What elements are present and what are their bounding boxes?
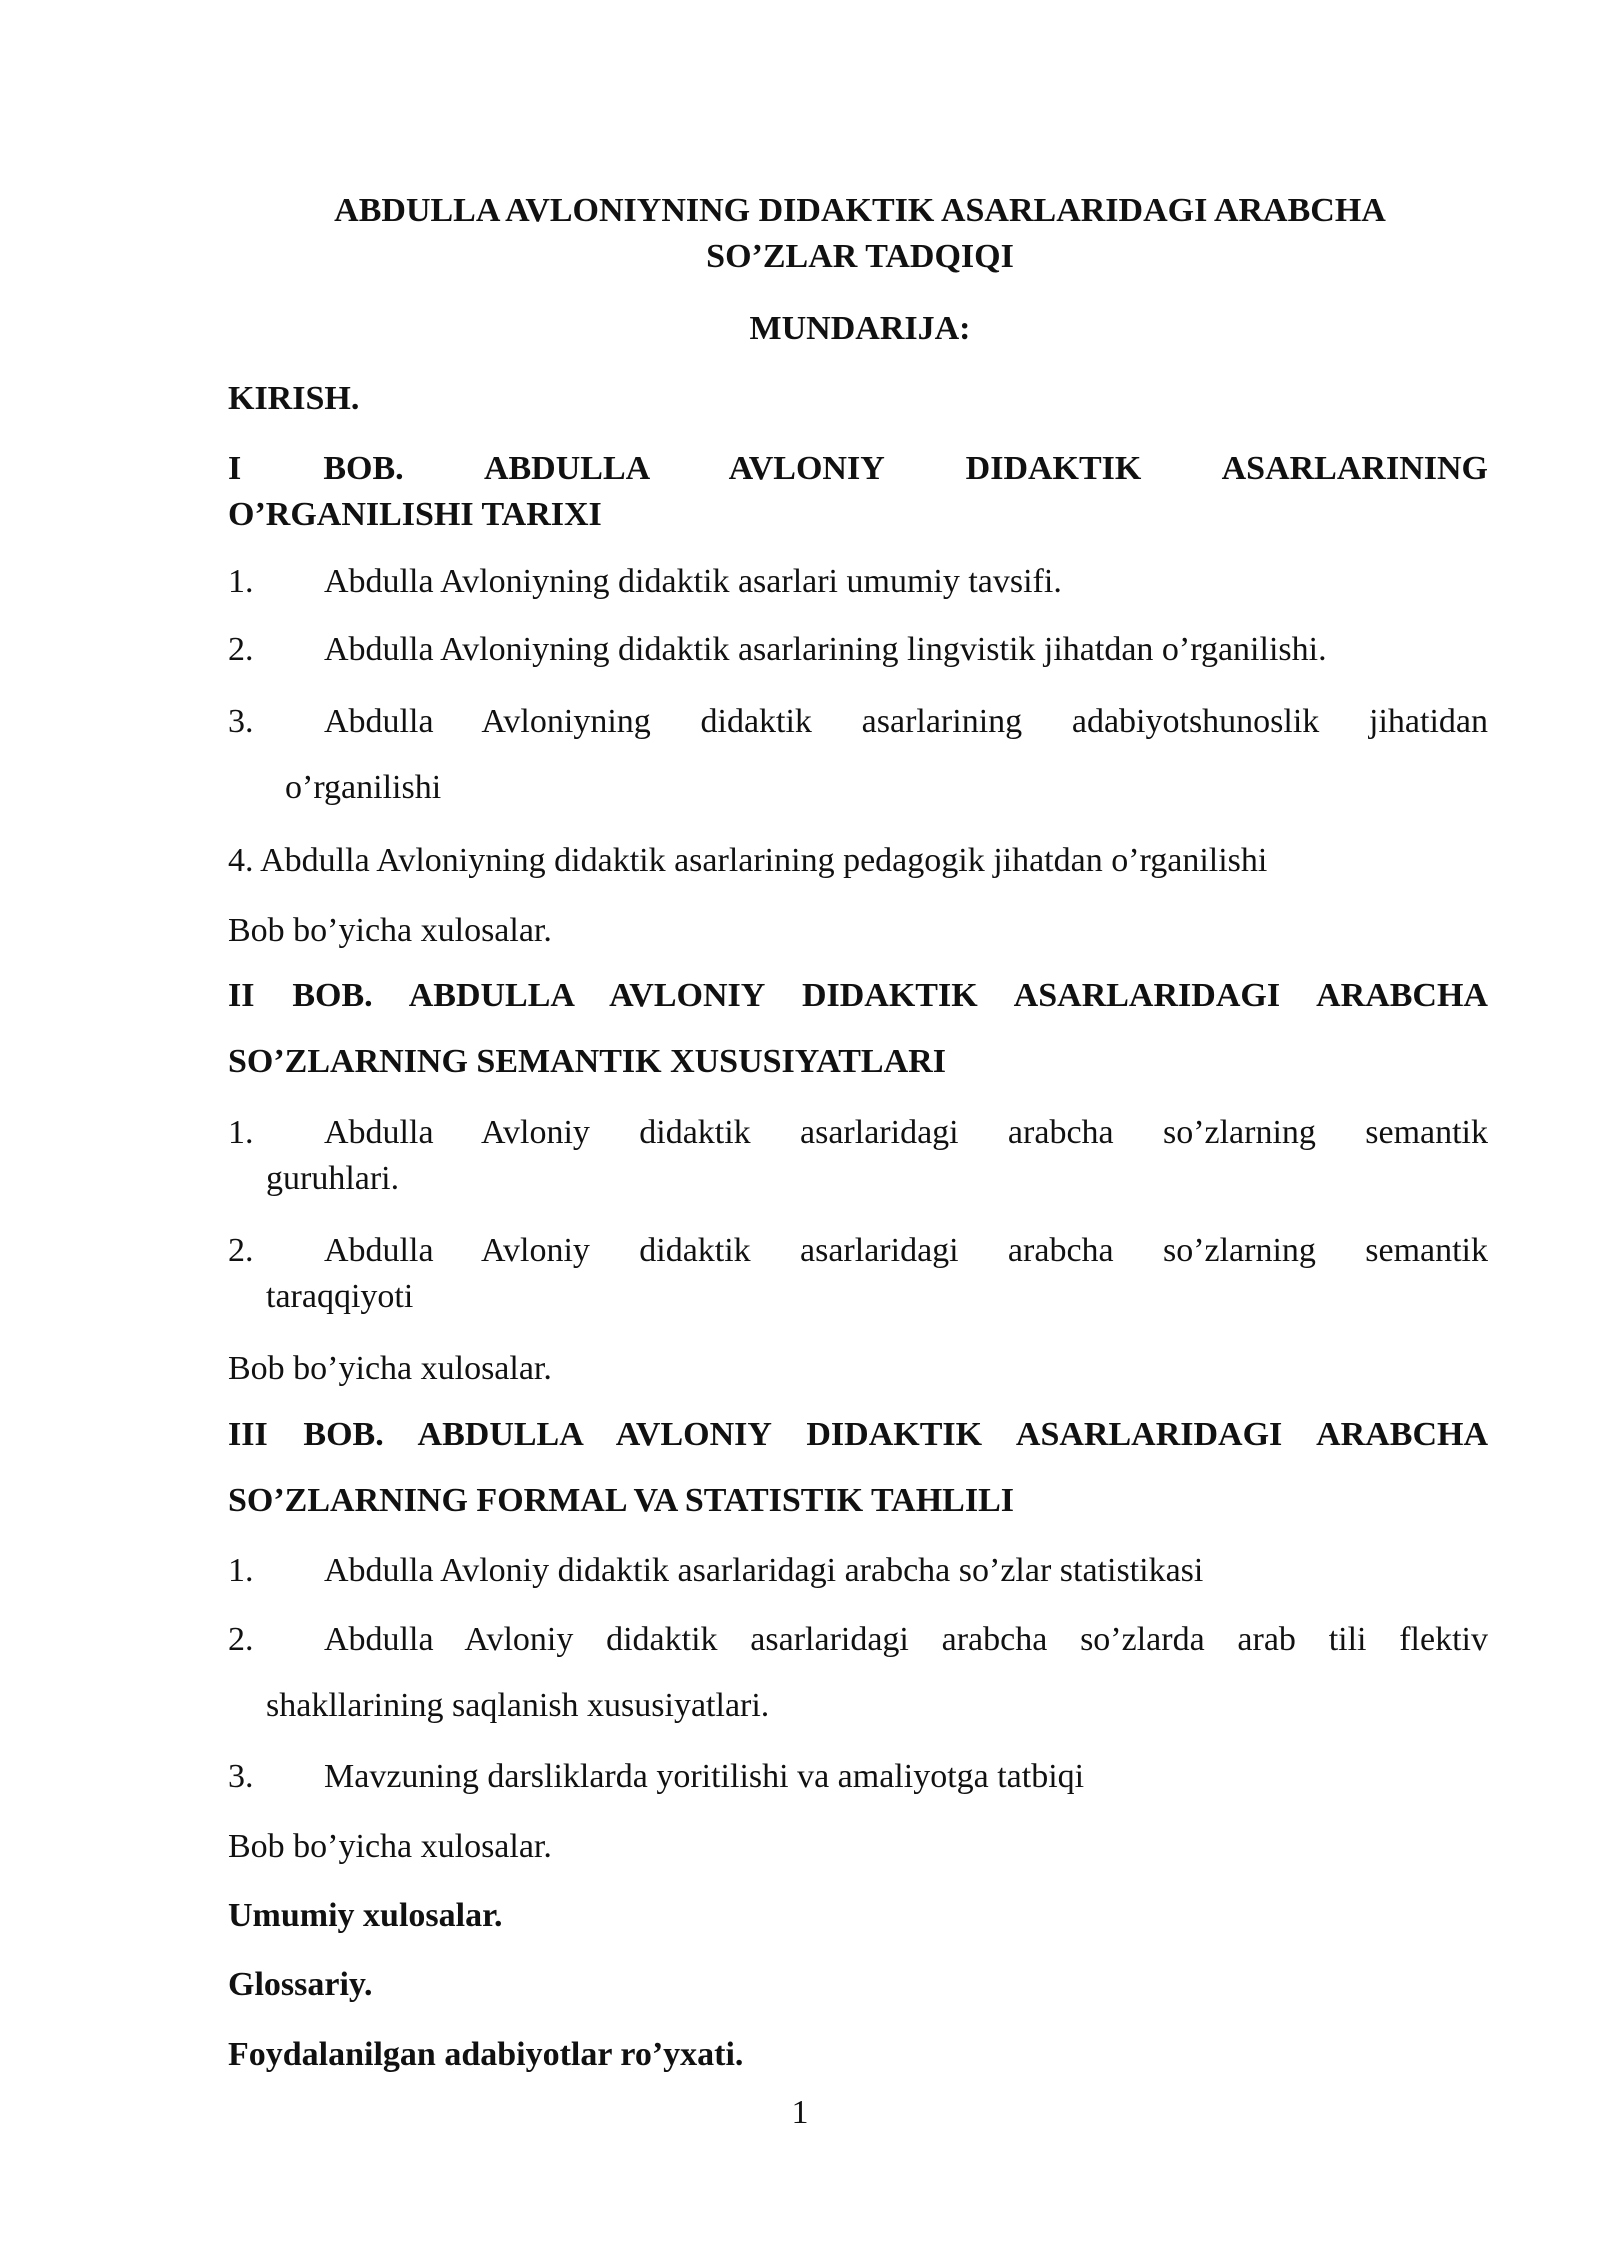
chapter-3-heading-line-2: SO’ZLARNING FORMAL VA STATISTIK TAHLILI (228, 1482, 1015, 1519)
chapter-2-heading (228, 973, 1488, 1085)
intro-entry: KIRISH. (228, 380, 360, 417)
chapter-2-heading-line-2: SO’ZLARNING SEMANTIK XUSUSIYATLARI (228, 1043, 946, 1080)
item-text-line-2: shakllarining saqlanish xususiyatlari. (266, 1687, 770, 1724)
chapter-1-heading-line-1: I BOB. ABDULLA AVLONIY DIDAKTIK ASARLARINING (228, 450, 1488, 487)
item-text: Abdulla Avloniy didaktik asarlaridagi arabcha so’zlar statistikasi (324, 1552, 1204, 1589)
chapter-1-heading (228, 446, 1488, 538)
item-number: 2. (228, 1621, 254, 1658)
glossary-entry: Glossariy. (228, 1966, 373, 2003)
item-text-line-1: Abdulla Avloniyning didaktik asarlarining adabiyotshunoslik jihatidan (324, 703, 1488, 740)
chapter-1-item-2 (228, 627, 1488, 673)
chapter-2-item-2 (228, 1228, 1488, 1320)
chapter-2-conclusion: Bob bo’yicha xulosalar. (228, 1350, 552, 1387)
title-line-1: ABDULLA AVLONIYNING DIDAKTIK ASARLARIDAGI ARABCHA (334, 192, 1386, 229)
item-text-line-2: o’rganilishi (285, 769, 442, 806)
references-entry: Foydalanilgan adabiyotlar ro’yxati. (228, 2036, 744, 2073)
item-text-line-1: Abdulla Avloniy didaktik asarlaridagi arabcha so’zlarning semantik (324, 1114, 1488, 1151)
item-number: 1. (228, 563, 254, 600)
item-text: Mavzuning darsliklarda yoritilishi va amaliyotga tatbiqi (324, 1758, 1085, 1795)
item-text: Abdulla Avloniyning didaktik asarlarining lingvistik jihatdan o’rganilishi. (324, 631, 1327, 668)
chapter-1-item-1 (228, 559, 1488, 605)
item-number: 1. (228, 1552, 254, 1589)
item-text-line-2: taraqqiyoti (266, 1278, 414, 1315)
chapter-3-item-1 (228, 1548, 1488, 1594)
item-number: 1. (228, 1114, 254, 1151)
contents-heading: MUNDARIJA: (749, 310, 971, 347)
title-line-2: SO’ZLAR TADQIQI (706, 238, 1014, 275)
chapter-1-conclusion: Bob bo’yicha xulosalar. (228, 912, 552, 949)
chapter-3-item-2 (228, 1617, 1488, 1729)
chapter-1-item-3 (228, 699, 1488, 811)
chapter-2-heading-line-1: II BOB. ABDULLA AVLONIY DIDAKTIK ASARLARIDAGI ARABCHA (228, 977, 1488, 1014)
chapter-2-item-1 (228, 1110, 1488, 1202)
chapter-1-item-4: 4. Abdulla Avloniyning didaktik asarlarining pedagogik jihatdan o’rganilishi (228, 842, 1268, 879)
chapter-3-item-3 (228, 1754, 1488, 1800)
item-number: 2. (228, 631, 254, 668)
item-text-line-1: Abdulla Avloniy didaktik asarlaridagi arabcha so’zlarning semantik (324, 1232, 1488, 1269)
chapter-3-heading (228, 1412, 1488, 1524)
chapter-3-conclusion: Bob bo’yicha xulosalar. (228, 1828, 552, 1865)
chapter-1-heading-line-2: O’RGANILISHI TARIXI (228, 496, 602, 533)
chapter-3-heading-line-1: III BOB. ABDULLA AVLONIY DIDAKTIK ASARLARIDAGI ARABCHA (228, 1416, 1488, 1453)
item-text-line-2: guruhlari. (266, 1160, 400, 1197)
page-number: 1 (791, 2094, 809, 2131)
item-text-line-1: Abdulla Avloniy didaktik asarlaridagi arabcha so’zlarda arab tili flektiv (324, 1621, 1488, 1658)
item-number: 3. (228, 1758, 254, 1795)
document-title (200, 188, 1520, 280)
general-conclusions-entry: Umumiy xulosalar. (228, 1897, 503, 1934)
item-number: 2. (228, 1232, 254, 1269)
item-text: Abdulla Avloniyning didaktik asarlari umumiy tavsifi. (324, 563, 1062, 600)
item-number: 3. (228, 703, 254, 740)
